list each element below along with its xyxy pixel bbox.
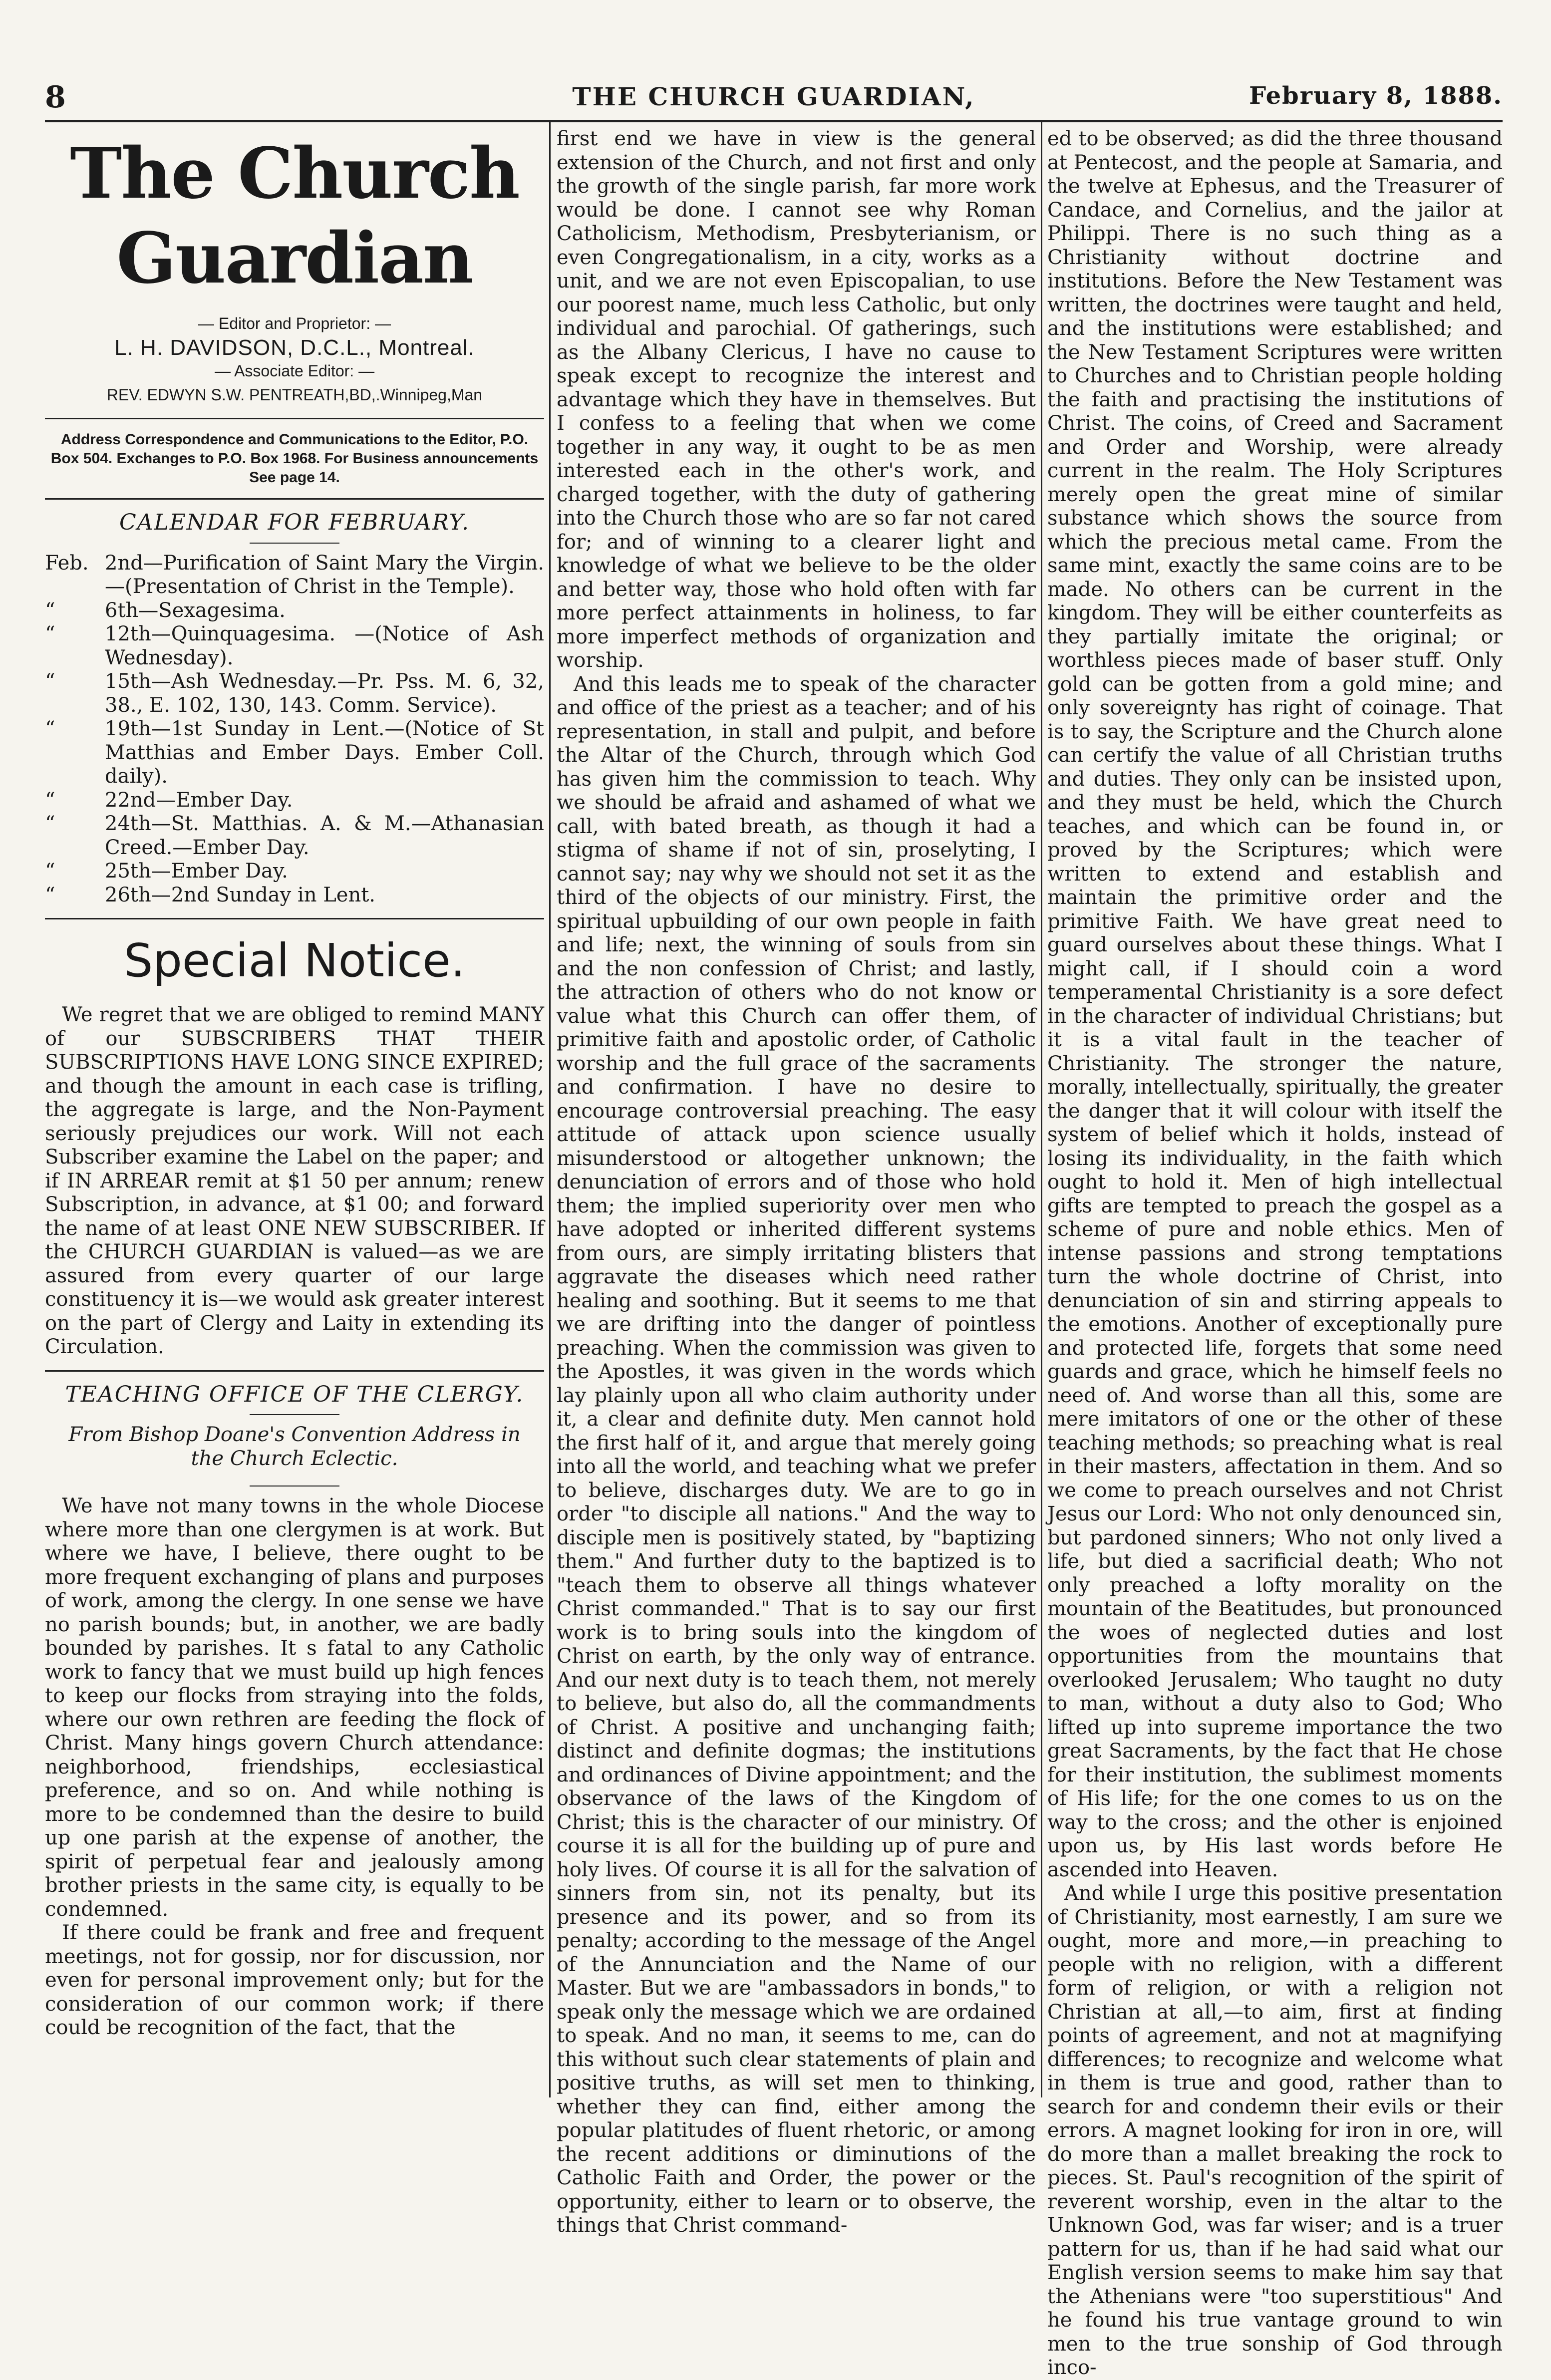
- column-divider: [549, 122, 551, 2097]
- column-2: [557, 127, 1036, 2237]
- article-paragraph: We have not many towns in the whole Diocese where more than one clergymen is at work. But where we have, I believe, there ought to be more frequent exchanging of plans and purposes of work, among the clergy. In one sense we have no parish bounds; but, in another, we are badly bounded by parishes. It s fatal to any Catholic work to fancy that we must build up high fences to keep our flocks from straying into the folds, where our own rethren are feeding the flock of Christ. Many hings govern Church attendance: neighborhood, friendships, ecclesiastical preference, and so on. And while nothing is more to be condemned than the desire to build up one parish at the expense of another, the spirit of perpetual fear and jealously among brother priests in the same city, is equally to be condemned.: [45, 1494, 544, 1921]
- paper-name: THE CHURCH GUARDIAN,: [572, 82, 975, 111]
- divider: [45, 498, 544, 500]
- article-paragraph: If there could be frank and free and frequent meetings, not for gossip, nor for discussion, nor even for personal improvement only; but for the consideration of our common work; if there could be recognition of the fact, that the: [45, 1921, 544, 2039]
- calendar-entry: “ 12th—Quinquagesima. —(Notice of Ash Wednesday).: [45, 622, 544, 669]
- calendar-entry: “ 24th—St. Matthias. A. & M.—Athanasian Creed.—Ember Day.: [45, 812, 544, 859]
- page-number: 8: [45, 80, 66, 115]
- special-notice-heading: Special Notice.: [124, 934, 465, 987]
- associate-label: — Associate Editor: —: [214, 362, 375, 380]
- associate-name: REV. EDWYN S.W. PENTREATH,BD,.Winnipeg,Man: [106, 385, 483, 404]
- divider: [250, 1486, 339, 1487]
- editor-label: — Editor and Proprietor: —: [198, 314, 391, 332]
- editor-name: L. H. DAVIDSON, D.C.L., Montreal.: [114, 335, 475, 360]
- calendar-entry: “ 25th—Ember Day.: [45, 860, 288, 883]
- divider: [45, 418, 544, 419]
- calendar-entry: Feb. 2nd—Purification of Saint Mary the Virgin.—(Presentation of Christ in the Temple).: [45, 551, 544, 598]
- column-1: [45, 127, 544, 2097]
- divider: [45, 918, 544, 919]
- calendar-entry: “ 26th—2nd Sunday in Lent.: [45, 883, 376, 906]
- article-paragraph: And while I urge this positive presentation of Christianity, most earnestly, I am sure we ought, more and more,—in preaching to people with no religion, with a different form of religion, or with a religion not Christian at all,—to aim, first at finding points of agreement, and not at magnifying differences; to recognize and welcome what in them is true and good, rather than to search for and condemn their evils or their errors. A magnet looking for iron in ore, will do more than a mallet breaking the rock to pieces. St. Paul's recognition of the spirit of reverent worship, even in the altar to the Unknown God, was far wiser; and is a truer pattern for us, than if he had said what our English version seems to make him say that the Athenians were "too superstitious" And he found his true vantage ground to win men to the true sonship of God through inco-: [1047, 1882, 1503, 2379]
- header-rule: [45, 120, 1503, 122]
- calendar-entry: “ 6th—Sexagesima.: [45, 598, 286, 622]
- article-title: TEACHING OFFICE OF THE CLERGY.: [65, 1381, 524, 1407]
- divider: [250, 1414, 339, 1415]
- calendar-entry: “ 19th—1st Sunday in Lent.—(Notice of St Matthias and Ember Days. Ember Coll. daily).: [45, 717, 544, 788]
- divider: [45, 1370, 544, 1372]
- special-notice-body: We regret that we are obliged to remind MANY of our SUBSCRIBERS THAT THEIR SUBSCRIPTIONS HAVE LONG SINCE EXPIRED; and though the amount in each case is trifling, the aggregate is large, and the Non-Payment seriously prejudices our work. Will not each Subscriber examine the Label on the paper; and if IN ARREAR remit at $1 50 per annum; renew Subscription, in advance, at $1 00; and forward the name of at least ONE NEW SUBSCRIBER. If the CHURCH GUARDIAN is valued—as we are assured from every quarter of our large constituency it is—we would ask greater interest on the part of Clergy and Laity in extending its Circulation.: [45, 1003, 544, 1358]
- column-divider: [1041, 122, 1042, 2097]
- column-3: [1047, 127, 1503, 2379]
- calendar-list: [45, 552, 544, 907]
- running-head: [45, 75, 1503, 120]
- calendar-heading: CALENDAR FOR FEBRUARY.: [119, 510, 470, 535]
- masthead-title: The Church Guardian: [70, 133, 519, 299]
- issue-date: February 8, 1888.: [1249, 82, 1503, 110]
- article-source: From Bishop Doane's Convention Address in the Church Eclectic.: [68, 1423, 521, 1470]
- article-paragraph: ed to be observed; as did the three thousand at Pentecost, and the people at Samaria, and the twelve at Ephesus, and the Treasurer of Candace, and Cornelius, and the jailor at Philippi. There is no such thing as a Christianity without doctrine and institutions. Before the New Testament was written, the doctrines were taught and held, and the institutions were established; and the New Testament Scriptures were written to Churches and to Christian people holding the faith and practising the institutions of Christ. The coins, of Creed and Sacrament and Order and Worship, were already current in the realm. The Holy Scriptures merely open the great mine of similar substance which shows the source from which the precious metal came. From the same mint, exactly the same coins are to be made. No others can be current in the kingdom. They will be either counterfeits as they partially imitate the original; or worthless pieces made of baser stuff. Only gold can be gotten from a gold mine; and only sovereignty has right of coinage. That is to say, the Scripture and the Church alone can certify the value of all Christian truths and duties. They only can be insisted upon, and they must be held, which the Church teaches, and which can be found in, or proved by the Scriptures; which were written to extend and establish and maintain the primitive order and the primitive Faith. We have great need to guard ourselves about these things. What I might call, if I should coin a word temperamental Christianity is a sore defect in the character of individual Christians; but it is a vital fault in the teacher of Christianity. The stronger the nature, morally, intellectually, spiritually, the greater the danger that it will colour with itself the system of belief which it holds, instead of losing its individuality, in the faith which ought to hold it. Men of high intellectual gifts are tempted to preach the gospel as a scheme of pure and noble ethics. Men of intense passions and strong temptations turn the whole doctrine of Christ, into denunciation of sin and stirring appeals to the emotions. Another of exceptionally pure and protected life, forgets that some need guards and grace, which he himself feels no need of. And worse than all this, some are mere imitators of one or the other of these teaching methods; so preaching what is real in their masters, affectation in them. And so we come to preach ourselves and not Christ Jesus our Lord: Who not only denounced sin, but pardoned sinners; Who not only lived a life, but died a sacrificial death; Who not only preached a lofty morality on the mountain of the Beatitudes, but pronounced the woes of neglected duties and lost opportunities from the mountains that overlooked Jerusalem; Who taught no duty to man, without a duty also to God; Who lifted up into supreme importance the two great Sacraments, by the fact that He chose for their institution, the sublimest moments of His life; for the one comes to us on the way to the cross; and the other is enjoined upon us, by His last words before He ascended into Heaven.: [1047, 127, 1503, 1881]
- article-paragraph: first end we have in view is the general extension of the Church, and not first and only the growth of the single parish, far more work would be done. I cannot see why Roman Catholicism, Methodism, Presbyterianism, or even Congregationalism, in a city, works as a unit, and we are not even Episcopalian, to use our poorest name, much less Catholic, but only individual and parochial. Of gatherings, such as the Albany Clericus, I have no cause to speak except to recognize the interest and advantage which they have in themselves. But I confess to a feeling that when we come together in any way, it ought to be as men interested each in the other's work, and charged together, with the duty of gathering into the Church those who are so far not cared for; and of winning to a clearer light and knowledge of what we believe to be the older and better way, those who hold often with far more perfect attainments in holiness, to far more imperfect methods of organization and worship.: [557, 127, 1036, 672]
- address-notice: Address Correspondence and Communications to the Editor, P.O. Box 504. Exchanges to P.O. Box 1968. For Business announcements See page 14.: [50, 431, 539, 486]
- divider: [250, 543, 339, 544]
- article-paragraph: And this leads me to speak of the character and office of the priest as a teacher; and of his representation, in stall and pulpit, and before the Altar of the Church, through which God has given him the commission to teach. Why we should be afraid and ashamed of what we call, with bated breath, as though it had a stigma of shame if not of sin, proselyting, I cannot say; nay why we should not set it as the third of the objects of our ministry. First, the spiritual upbuilding of our own people in faith and life; next, the winning of souls from sin and the non confession of Christ; and lastly, the attraction of others who do not know or value what this Church can offer them, of primitive faith and apostolic order, of Catholic worship and the full grace of the sacraments and confirmation. I have no desire to encourage controversial preaching. The easy attitude of attack upon science usually misunderstood or altogether unknown; the denunciation of errors and of those who hold them; the implied superiority over men who have adopted or inherited different systems from ours, are simply irritating blisters that aggravate the diseases which need rather healing and soothing. But it seems to me that we are drifting into the danger of pointless preaching. When the commission was given to the Apostles, it was given in the words which lay plainly upon all who claim authority under it, a clear and definite duty. Men cannot hold the first half of it, and argue that merely going into all the world, and teaching what we prefer to believe, discharges duty. We are to go in order "to disciple all nations." And the way to disciple men is positively stated, by "baptizing them." And further duty to the baptized is to "teach them to observe all things whatever Christ commanded." That is to say our first work is to bring souls into the kingdom of Christ on earth, by the only way of entrance. And our next duty is to teach them, not merely to believe, but also do, all the commandments of Christ. A positive and unchanging faith; distinct and definite dogmas; the institutions and ordinances of Divine appointment; and the observance of the laws of the Kingdom of Christ; this is the character of our ministry. Of course it is all for the building up of pure and holy lives. Of course it is all for the salvation of sinners from sin, not its penalty, but its presence and its power, and so from its penalty; according to the message of the Angel of the Annunciation and the Name of our Master. But we are "ambassadors in bonds," to speak only the message which we are ordained to speak. And no man, it seems to me, can do this without such clear statements of plain and positive truths, as will set men to thinking, whether they can find, either among the popular platitudes of fluent rhetoric, or among the recent additions or diminutions of the Catholic Faith and Order, the power or the opportunity, either to learn or to observe, the things that Christ command-: [557, 672, 1036, 2237]
- calendar-entry: “ 15th—Ash Wednesday.—Pr. Pss. M. 6, 32, 38., E. 102, 130, 143. Comm. Service).: [45, 670, 544, 717]
- calendar-entry: “ 22nd—Ember Day.: [45, 788, 293, 812]
